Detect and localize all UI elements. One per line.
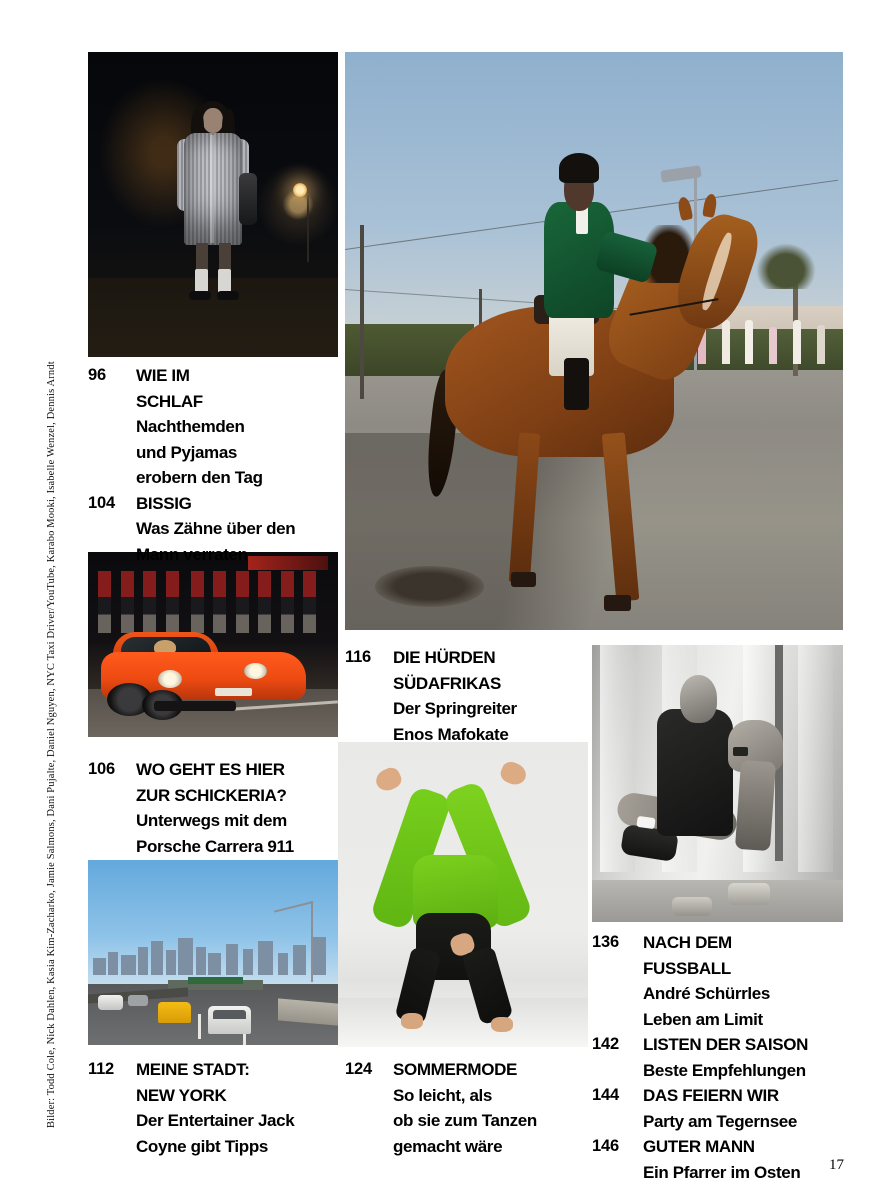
toc-column-left-second [88, 757, 340, 859]
photo-green-highway-sign [188, 977, 243, 984]
toc-subtitle-line: Was Zähne über den [136, 519, 296, 538]
photo-palm-fronds [756, 243, 816, 289]
toc-entry-142[interactable] [592, 1032, 844, 1083]
toc-title-line: ZUR SCHICKERIA? [136, 785, 287, 805]
photo-lamp-post [307, 195, 309, 262]
photo-skyline [88, 930, 338, 974]
toc-entry-text [643, 1083, 797, 1134]
toc-entry-text [136, 363, 263, 491]
portrait-head [680, 675, 718, 722]
photo-dancer [338, 742, 588, 1047]
portrait-watch [733, 747, 748, 755]
photo-porsche [88, 552, 338, 737]
building [243, 949, 253, 975]
band-member [143, 571, 156, 634]
toc-subtitle-line: Unterwegs mit dem [136, 811, 287, 830]
toc-page-number: 112 [88, 1060, 115, 1078]
page-folio: 17 [829, 1157, 844, 1173]
photo-floor [592, 880, 843, 922]
band-member [213, 571, 226, 634]
photo-studio-floor [338, 998, 588, 1047]
horse-hoof-left [511, 572, 536, 587]
toc-page-number: 136 [592, 933, 619, 951]
rider-helmet [559, 153, 599, 183]
photo-car-white [98, 995, 123, 1010]
toc-entry-text [136, 757, 294, 859]
band-member [121, 571, 134, 634]
band-member [191, 571, 204, 634]
dancer-foot-left [372, 765, 404, 795]
toc-entry-text [643, 930, 770, 1032]
band-member [236, 571, 249, 634]
bystander [745, 320, 753, 365]
toc-title-line: FUSSBALL [643, 958, 731, 978]
figure-sock-right [218, 269, 231, 293]
portrait-light-patch [636, 816, 655, 829]
portrait-shin [735, 760, 776, 851]
toc-subtitle-line: Enos Mafokate [393, 724, 509, 744]
toc-entry-146[interactable] [592, 1134, 844, 1185]
toc-page-number: 96 [88, 366, 106, 384]
photo-suv-window [213, 1010, 246, 1019]
toc-page-number: 146 [592, 1137, 619, 1155]
band-member [98, 571, 111, 634]
toc-title-line: SCHLAF [136, 391, 203, 411]
toc-entry-text [643, 1134, 800, 1185]
bystander [769, 327, 777, 364]
photo-curtain [798, 645, 833, 872]
toc-title-line: DIE HÜRDEN [393, 648, 496, 667]
band-member [258, 571, 271, 634]
photo-lane-marking [198, 1014, 201, 1040]
toc-subtitle-line: und Pyjamas [136, 442, 238, 462]
toc-subtitle-line: Party am Tegernsee [643, 1111, 798, 1131]
toc-title-line: DAS FEIERN WIR [643, 1086, 779, 1105]
photo-bw-portrait [592, 645, 843, 922]
toc-title-line: SOMMERMODE [393, 1060, 518, 1079]
toc-page-number: 142 [592, 1035, 619, 1053]
portrait-torso [657, 709, 732, 836]
photo-car-gray [128, 995, 148, 1006]
toc-entry-144[interactable] [592, 1083, 844, 1134]
photo-credit-container [0, 0, 70, 1200]
horse-hoof-right [604, 595, 631, 611]
figure-shoe-right [217, 291, 239, 300]
toc-entry-text [393, 1057, 537, 1159]
toc-entry-96[interactable] [88, 363, 340, 491]
toc-subtitle-line: Nachthemden [136, 417, 245, 436]
toc-entry-112[interactable] [88, 1057, 340, 1159]
building [196, 947, 206, 975]
photo-lamp-arm [274, 901, 313, 913]
figure-shirt-placket [210, 135, 214, 243]
building [93, 958, 106, 975]
toc-subtitle-line: Der Entertainer Jack [136, 1111, 295, 1130]
band-member [166, 571, 179, 634]
portrait-sandal-right [728, 883, 771, 905]
toc-entry-136[interactable] [592, 930, 844, 1032]
bystander [817, 325, 825, 364]
toc-entry-text [393, 645, 517, 747]
porsche-car [101, 632, 306, 715]
toc-subtitle-line: gemacht wäre [393, 1136, 503, 1156]
toc-column-middle [345, 645, 595, 747]
photo-horse-rider [345, 52, 843, 630]
toc-subtitle-line: ob sie zum Tanzen [393, 1111, 537, 1130]
porsche-grille [154, 701, 236, 712]
toc-subtitle-line: Ein Pfarrer im Osten [643, 1162, 801, 1182]
toc-entry-106[interactable] [88, 757, 340, 859]
bystander [722, 320, 730, 365]
photo-marching-band [88, 571, 338, 634]
building [258, 941, 273, 975]
photo-street-lamp [293, 183, 307, 197]
toc-entry-text [136, 1057, 294, 1159]
toc-subtitle-line: erobern den Tag [136, 468, 263, 487]
toc-entry-116[interactable] [345, 645, 595, 747]
dancer-foot-right [497, 759, 528, 788]
photo-utility-pole-1 [360, 225, 364, 398]
toc-subtitle-line: André Schürrles [643, 984, 771, 1003]
toc-title-line: NACH DEM [643, 933, 732, 952]
toc-column-right [592, 930, 844, 1185]
toc-page-number: 124 [345, 1060, 372, 1078]
porsche-headlight-right [244, 663, 267, 679]
toc-title-line: WO GEHT ES HIER [136, 760, 285, 779]
building [178, 938, 193, 974]
toc-entry-124[interactable] [345, 1057, 595, 1159]
photo-nyc-highway [88, 860, 338, 1045]
porsche-license-plate [215, 688, 252, 696]
toc-title-line: NEW YORK [136, 1085, 227, 1105]
building [138, 947, 148, 975]
toc-column-middle-second [345, 1057, 595, 1159]
bystander [793, 320, 801, 365]
horse-ear-left [676, 196, 692, 221]
toc-title-line: SÜDAFRIKAS [393, 673, 501, 693]
toc-subtitle-line: Porsche Carrera 911 [136, 836, 294, 856]
photo-barrier [278, 998, 338, 1025]
toc-subtitle-line: Der Springreiter [393, 699, 517, 718]
toc-column-left-third [88, 1057, 340, 1159]
toc-page-number: 104 [88, 493, 115, 512]
toc-title-line: BISSIG [136, 493, 192, 513]
toc-title-line: MEINE STADT: [136, 1060, 250, 1079]
toc-entry-text [136, 491, 295, 568]
band-member [303, 571, 316, 634]
photo-night-portrait [88, 52, 338, 357]
toc-title-line: GUTER MANN [643, 1137, 755, 1156]
rider-boot [564, 358, 589, 410]
portrait-sandal-left [672, 897, 712, 916]
toc-page-number: 116 [345, 648, 372, 666]
building [121, 955, 136, 975]
figure-sock-left [195, 269, 208, 293]
toc-subtitle-line: Leben am Limit [643, 1009, 763, 1029]
toc-subtitle-line: So leicht, als [393, 1085, 493, 1105]
building [108, 952, 118, 975]
toc-page-number: 144 [592, 1086, 619, 1104]
photo-credit-text: Bilder: Todd Cole, Nick Dahlen, Kasia Kim-Zacharko, Jamie Salmons, Dani Pujalte, Daniel Nguyen, NYC Taxi Driver/YouTube, Karabo Mooki, Isabelle Wenzel, Dennis Arndt [46, 361, 57, 1128]
photo-lamp-pole [311, 901, 313, 982]
building [278, 953, 288, 975]
building [293, 945, 306, 974]
figure-bag [239, 173, 257, 225]
building [226, 944, 239, 975]
building [151, 941, 164, 974]
toc-title-line: WIE IM [136, 366, 190, 385]
toc-column-left [88, 363, 340, 567]
photo-pothole [375, 566, 485, 606]
band-member [281, 571, 294, 634]
toc-subtitle-line: Beste Empfehlungen [643, 1060, 806, 1080]
figure-shoe-left [189, 291, 211, 300]
toc-entry-text [643, 1032, 808, 1083]
building [166, 950, 176, 974]
toc-entry-104[interactable] [88, 491, 340, 568]
photo-figure [163, 101, 263, 333]
horse-ear-right [702, 193, 718, 218]
toc-page-number: 106 [88, 760, 115, 778]
dancer-hand-right [491, 1017, 514, 1032]
figure-face [203, 108, 223, 133]
toc-subtitle-line: Coyne gibt Tipps [136, 1136, 268, 1156]
toc-title-line: LISTEN DER SAISON [643, 1035, 809, 1054]
toc-subtitle-line: Mann verraten [136, 544, 248, 564]
dancer-hand-left [401, 1013, 424, 1028]
building [208, 953, 221, 974]
photo-yellow-taxi [158, 1002, 191, 1022]
